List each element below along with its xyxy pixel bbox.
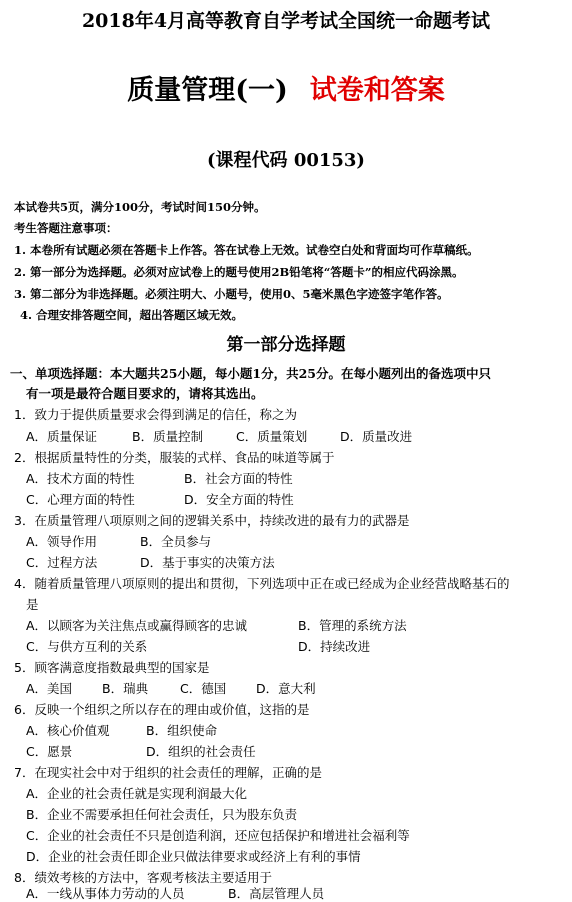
option: C．德国 (180, 681, 227, 696)
section-intro: 一、单项选择题：本大题共25小题，每小题1分，共25分。在每小题列出的备选项中只 (10, 366, 491, 381)
question-text: 5．顾客满意度指数最典型的国家是 (14, 660, 210, 675)
question-text: 7．在现实社会中对于组织的社会责任的理解，正确的是 (14, 765, 322, 780)
course-code: (课程代码 00153) (207, 150, 365, 171)
option: B．瑞典 (102, 681, 149, 696)
option: D．基于事实的决策方法 (140, 555, 275, 570)
option: D．组织的社会责任 (146, 744, 256, 759)
question-text: 6．反映一个组织之所以存在的理由或价值，这指的是 (14, 702, 310, 717)
section-title: 第一部分选择题 (226, 335, 346, 355)
question-text: 4．随着质量管理八项原则的提出和贯彻，下列选项中正在或已经成为企业经营战略基石的 (14, 576, 510, 591)
option: D．安全方面的特性 (184, 492, 294, 507)
notice-line: 4. 合理安排答题空间，超出答题区域无效。 (20, 308, 244, 322)
option: A．技术方面的特性 (26, 471, 135, 486)
option: C．过程方法 (26, 555, 98, 570)
question-text: 1．致力于提供质量要求会得到满足的信任，称之为 (14, 407, 297, 422)
option: A．领导作用 (26, 534, 98, 549)
option: B．社会方面的特性 (184, 471, 293, 486)
question-text: 8．绩效考核的方法中，客观考核法主要适用于 (14, 870, 272, 885)
question-text-continued: 是 (26, 597, 39, 612)
option: A．一线从事体力劳动的人员 (26, 886, 185, 901)
notice-line: 2. 第一部分为选择题。必须对应试卷上的题号使用2B铅笔将“答题卡”的相应代码涂黑。 (14, 265, 464, 279)
option: D．质量改进 (340, 429, 413, 444)
option: A．以顾客为关注焦点或赢得顾客的忠诚 (26, 618, 248, 633)
option: B．全员参与 (140, 534, 212, 549)
notice-line: 3. 第二部分为非选择题。必须注明大、小题号，使用0、5毫米黑色字迹签字笔作答。 (14, 287, 449, 301)
option: B．管理的系统方法 (298, 618, 407, 633)
option: B．组织使命 (146, 723, 218, 738)
section-intro: 有一项是最符合题目要求的，请将其选出。 (26, 386, 264, 401)
option: B．质量控制 (132, 429, 204, 444)
question-text: 2．根据质量特性的分类，服装的式样、食品的味道等属于 (14, 450, 335, 465)
subject-title (0, 68, 572, 107)
option: D．企业的社会责任即企业只做法律要求或经济上有利的事情 (26, 849, 361, 864)
option: A．企业的社会责任就是实现利润最大化 (26, 786, 248, 801)
notice-line: 1. 本卷所有试题必须在答题卡上作答。答在试卷上无效。试卷空白处和背面均可作草稿纸。 (14, 243, 479, 257)
notice-line: 本试卷共5页，满分100分，考试时间150分钟。 (14, 200, 266, 214)
option: A．质量保证 (26, 429, 98, 444)
option: C．企业的社会责任不只是创造利润，还应包括保护和增进社会福利等 (26, 828, 410, 843)
option: A．核心价值观 (26, 723, 110, 738)
option: C．与供方互利的关系 (26, 639, 148, 654)
option: C．心理方面的特性 (26, 492, 135, 507)
option: D．意大利 (256, 681, 316, 696)
option: C．愿景 (26, 744, 73, 759)
option: B．企业不需要承担任何社会责任，只为股东负责 (26, 807, 298, 822)
exam-title: 2018年4月高等教育自学考试全国统一命题考试 (81, 10, 491, 32)
option: B．高层管理人员 (228, 886, 325, 901)
option: A．美国 (26, 681, 73, 696)
question-text: 3．在质量管理八项原则之间的逻辑关系中，持续改进的最有力的武器是 (14, 513, 410, 528)
subject-suffix: 试卷和答案 (309, 75, 445, 106)
subject-name: 质量管理(一) (127, 75, 288, 106)
notice-line: 考生答题注意事项： (14, 221, 118, 235)
option: D．持续改进 (298, 639, 371, 654)
option: C．质量策划 (236, 429, 308, 444)
